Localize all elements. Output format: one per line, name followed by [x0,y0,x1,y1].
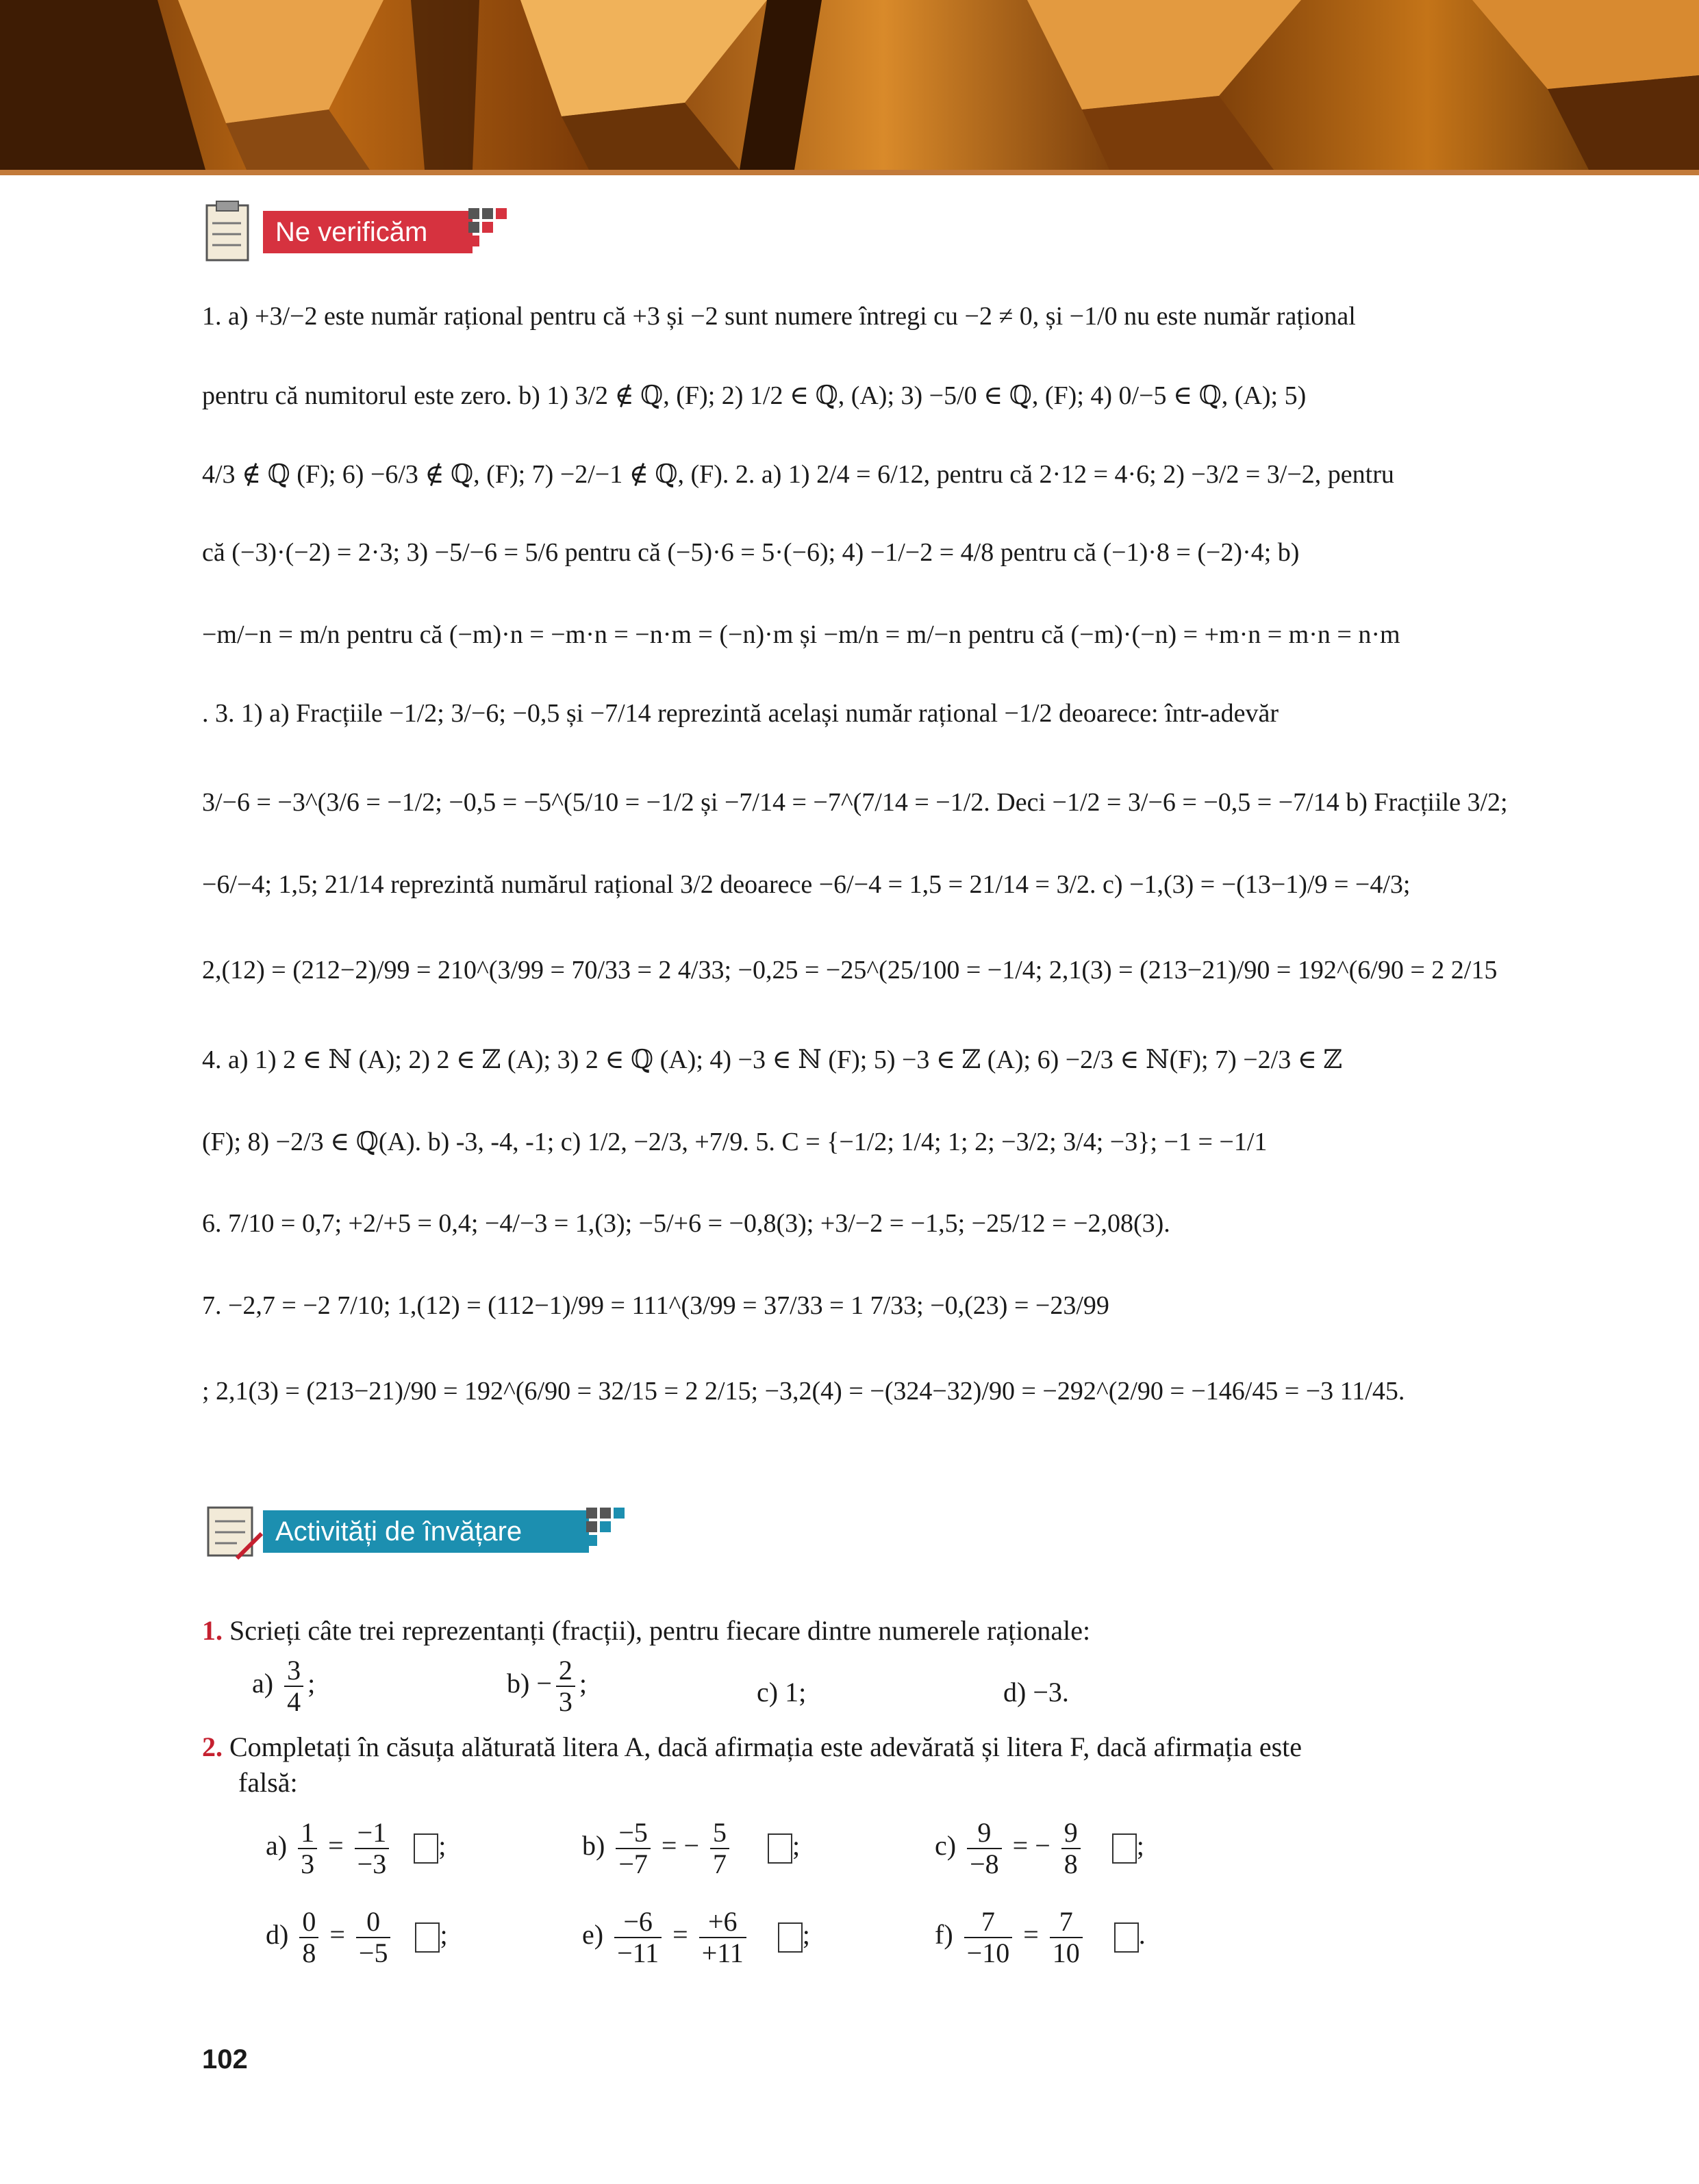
page-number: 102 [202,2044,248,2074]
numerator: +6 [699,1907,746,1938]
item-label: b) [507,1668,530,1699]
fraction [556,1655,575,1717]
fraction-left [298,1818,317,1879]
sign: − [536,1668,552,1699]
answer-box[interactable] [415,1922,440,1953]
exercise-2-item-f [935,1907,1146,1968]
numerator: 3 [284,1655,303,1687]
operator: = − [1012,1830,1050,1862]
punctuation: ; [440,1919,448,1951]
answer-line-1: 1. a) +3/−2 este număr rațional pentru că +3 și −2 sunt numere întregi cu −2 ≠ 0, și −1/0 nu este număr rațional [202,302,1356,331]
punctuation: ; [307,1668,316,1699]
denominator: −11 [617,1938,659,1968]
answer-line-8: −6/−4; 1,5; 21/14 reprezintă numărul rațional 3/2 deoarece −6/−4 = 1,5 = 21/14 = 3/2. c) −1,(3) = −(13−1)/9 = −4/3; [202,870,1411,899]
item-label: d) [266,1919,289,1951]
punctuation: ; [1136,1830,1144,1862]
exercise-2-item-d [266,1907,448,1968]
numerator: 0 [356,1907,391,1938]
exercise-text: Completați în căsuța alăturată litera A, dacă afirmația este adevărată și litera F, dacă afirmația este [229,1731,1302,1762]
exercise-2-item-c [935,1818,1144,1879]
fraction-right [699,1907,746,1968]
denominator: 8 [1064,1849,1078,1879]
answer-line-12: 6. 7/10 = 0,7; +2/+5 = 0,4; −4/−3 = 1,(3); −5/+6 = −0,8(3); +3/−2 = −1,5; −25/12 = −2,08(3). [202,1209,1170,1238]
item-label: f) [935,1919,953,1951]
operator: = [329,1919,345,1951]
denominator: 4 [287,1686,301,1717]
clipboard-icon [203,199,268,264]
banner-rule [0,170,1699,175]
exercise-number: 2. [202,1731,223,1762]
section-header-activitati [203,1498,641,1564]
item-label: b) [582,1830,605,1862]
fraction-right [355,1818,390,1879]
item-label: d) [1003,1677,1027,1707]
answer-line-13: 7. −2,7 = −2 7/10; 1,(12) = (112−1)/99 = 111^(3/99 = 37/33 = 1 7/33; −0,(23) = −23/99 [202,1291,1109,1320]
answer-box[interactable] [1112,1833,1137,1864]
denominator: 10 [1052,1938,1080,1968]
operator: = [1023,1919,1039,1951]
exercise-2-prompt-cont: falsă: [238,1767,298,1798]
item-label: a) [252,1668,274,1699]
answer-line-9: 2,(12) = (212−2)/99 = 210^(3/99 = 70/33 = 2 4/33; −0,25 = −25^(25/100 = −1/4; 2,1(3) = (213−21)/90 = 192^(6/90 = 2 2/15 [202,956,1498,985]
denominator: −8 [970,1849,999,1879]
fraction-left [299,1907,318,1968]
exercise-1-item-a [252,1655,315,1717]
answer-line-6: . 3. 1) a) Fracțiile −1/2; 3/−6; −0,5 și −7/14 reprezintă același număr rațional −1/2 deoarece: într-adevăr [202,699,1279,728]
exercise-2-item-b [582,1818,800,1879]
fraction [284,1655,303,1717]
answer-line-7: 3/−6 = −3^(3/6 = −1/2; −0,5 = −5^(5/10 = −1/2 și −7/14 = −7^(7/14 = −1/2. Deci −1/2 = 3/−6 = −0,5 = −7/14 b) Fracțiile 3/2; [202,788,1508,817]
punctuation: ; [802,1919,810,1951]
denominator: 3 [301,1849,315,1879]
operator: = − [661,1830,700,1862]
notebook-icon [203,1498,268,1564]
denominator: +11 [701,1938,744,1968]
exercise-2-item-e [582,1907,810,1968]
exercise-text: Scrieți câte trei reprezentanți (fracții), pentru fiecare dintre numerele raționale: [229,1615,1091,1646]
fraction-right [1050,1907,1083,1968]
answer-line-14: ; 2,1(3) = (213−21)/90 = 192^(6/90 = 32/15 = 2 2/15; −3,2(4) = −(324−32)/90 = −292^(2/90 = −146/45 = −3 11/45. [202,1377,1405,1406]
boxes-illustration [0,0,1699,170]
denominator: −3 [357,1849,387,1879]
numerator: −6 [614,1907,662,1938]
fraction-left [614,1907,662,1968]
item-label: a) [266,1830,288,1862]
denominator: −10 [966,1938,1010,1968]
exercise-1-item-d [1003,1676,1069,1708]
denominator: −7 [618,1849,648,1879]
fraction-left [964,1907,1013,1968]
operator: = [672,1919,688,1951]
exercise-1-item-c [757,1676,806,1708]
header-banner [0,0,1699,170]
numerator: 2 [556,1655,575,1687]
denominator: 3 [558,1686,572,1717]
fraction-left [967,1818,1002,1879]
numerator: 0 [299,1907,318,1938]
numerator: 9 [1061,1818,1081,1849]
answer-line-10: 4. a) 1) 2 ∈ ℕ (A); 2) 2 ∈ ℤ (A); 3) 2 ∈ ℚ (A); 4) −3 ∈ ℕ (F); 5) −3 ∈ ℤ (A); 6) −2/3 ∈ ℕ(F); 7) −2/3 ∈ ℤ [202,1045,1343,1074]
numerator: −5 [616,1818,651,1849]
punctuation: ; [579,1668,588,1699]
item-label: c) [935,1830,957,1862]
answer-box[interactable] [778,1922,803,1953]
denominator: 7 [713,1849,727,1879]
item-label: c) [757,1677,779,1707]
answer-line-2: pentru că numitorul este zero. b) 1) 3/2 ∉ ℚ, (F); 2) 1/2 ∈ ℚ, (A); 3) −5/0 ∈ ℚ, (F); 4) 0/−5 ∈ ℚ, (A); 5) [202,381,1307,410]
answer-line-5: −m/−n = m/n pentru că (−m)·n = −m·n = −n·m = (−n)·m și −m/n = m/−n pentru că (−m)·(−n) = +m·n = m·n = n·m [202,620,1400,649]
punctuation: . [1138,1919,1146,1951]
fraction-left [616,1818,651,1879]
section-header-ne-verificam [203,199,518,264]
exercise-2-item-a [266,1818,446,1879]
section-title: Activități de învățare [263,1510,589,1553]
punctuation: ; [438,1830,446,1862]
numerator: 7 [964,1907,1013,1938]
denominator: 8 [302,1938,316,1968]
item-value: −3. [1033,1677,1069,1707]
fraction-right [1061,1818,1081,1879]
answer-line-4: că (−3)·(−2) = 2·3; 3) −5/−6 = 5/6 pentru că (−5)·6 = 5·(−6); 4) −1/−2 = 4/8 pentru că (−1)·8 = (−2)·4; b) [202,538,1300,567]
exercise-1-item-b [507,1655,587,1717]
answer-box[interactable] [414,1833,438,1864]
answer-box[interactable] [768,1833,792,1864]
exercise-number: 1. [202,1615,223,1646]
fraction-right [710,1818,729,1879]
fraction-right [356,1907,391,1968]
operator: = [328,1830,344,1862]
section-title: Ne verificăm [263,211,473,253]
denominator: −5 [358,1938,388,1968]
numerator: 9 [967,1818,1002,1849]
numerator: 7 [1050,1907,1083,1938]
item-label: e) [582,1919,604,1951]
numerator: 5 [710,1818,729,1849]
item-value: 1; [785,1677,807,1707]
answer-line-11: (F); 8) −2/3 ∈ ℚ(A). b) -3, -4, -1; c) 1/2, −2/3, +7/9. 5. C = {−1/2; 1/4; 1; 2; −3/2; 3/4; −3}; −1 = −1/1 [202,1128,1268,1156]
punctuation: ; [792,1830,801,1862]
exercise-2-prompt [202,1731,1302,1763]
numerator: −1 [355,1818,390,1849]
numerator: 1 [298,1818,317,1849]
answer-line-3: 4/3 ∉ ℚ (F); 6) −6/3 ∉ ℚ, (F); 7) −2/−1 ∉ ℚ, (F). 2. a) 1) 2/4 = 6/12, pentru că 2·12 = 4·6; 2) −3/2 = 3/−2, pentru [202,460,1394,489]
exercise-1-prompt [202,1614,1090,1647]
answer-box[interactable] [1114,1922,1139,1953]
